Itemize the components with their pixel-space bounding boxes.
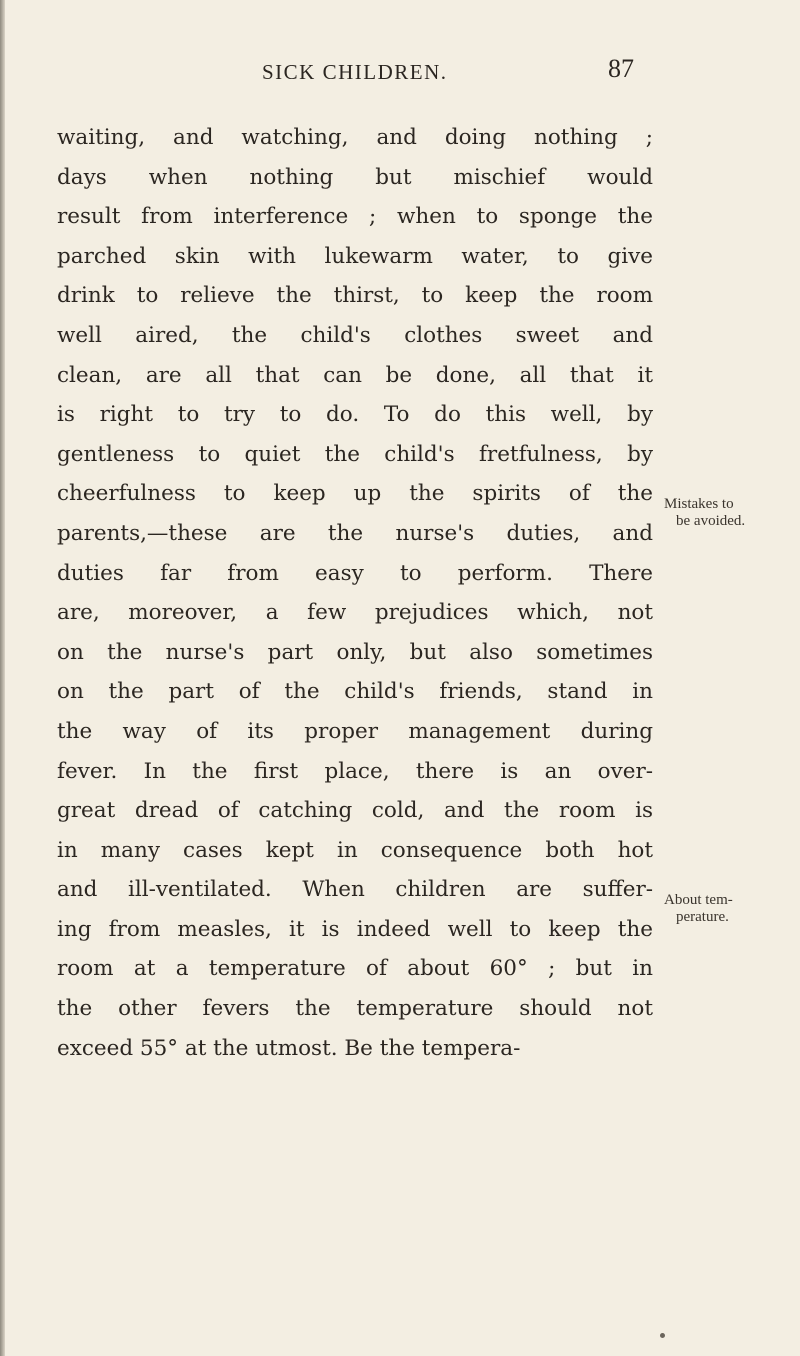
margin-note-line: Mistakes to: [664, 496, 734, 512]
text-line: drink to relieve the thirst, to keep the room: [57, 283, 653, 309]
margin-note-line: perature.: [676, 909, 729, 925]
text-line: result from interference ; when to sponge the: [57, 204, 653, 230]
text-line: exceed 55° at the utmost. Be the tempera-: [57, 1035, 521, 1061]
margin-note-line: be avoided.: [676, 513, 746, 529]
text-line: parents,—these are the nurse's duties, and: [57, 520, 653, 546]
text-line: waiting, and watching, and doing nothing ;: [57, 125, 653, 150]
text-line: fever. In the first place, there is an over-: [57, 758, 653, 784]
margin-note-mistakes: [664, 496, 745, 530]
text-line: parched skin with lukewarm water, to give: [57, 243, 653, 269]
text-line: cheerfulness to keep up the spirits of the: [57, 481, 653, 507]
running-head-title: SICK CHILDREN.: [262, 60, 448, 84]
text-line: days when nothing but mischief would: [57, 164, 653, 190]
page-binding-edge: [0, 0, 5, 1356]
text-line: clean, are all that can be done, all that it: [57, 362, 653, 388]
body-text: [57, 118, 653, 1068]
text-line: duties far from easy to perform. There: [57, 560, 653, 586]
text-line: are, moreover, a few prejudices which, not: [57, 600, 653, 626]
running-head: [0, 54, 800, 90]
text-line: the way of its proper management during: [57, 718, 653, 744]
text-line: well aired, the child's clothes sweet and: [57, 322, 653, 348]
ink-speck: [660, 1333, 665, 1338]
text-line: the other fevers the temperature should not: [57, 996, 653, 1022]
page-number: 87: [608, 54, 634, 83]
text-line: and ill-ventilated. When children are suffer-: [57, 877, 653, 903]
text-line: is right to try to do. To do this well, by: [57, 402, 653, 428]
margin-note-line: About tem-: [664, 892, 733, 908]
text-line: on the nurse's part only, but also sometimes: [57, 639, 653, 665]
text-line: room at a temperature of about 60° ; but in: [57, 956, 653, 982]
text-line: gentleness to quiet the child's fretfulness, by: [57, 441, 653, 467]
text-line: in many cases kept in consequence both hot: [57, 837, 653, 863]
text-line: ing from measles, it is indeed well to keep the: [57, 916, 653, 942]
text-line: on the part of the child's friends, stand in: [57, 679, 653, 705]
margin-note-temperature: [664, 892, 733, 926]
text-line: great dread of catching cold, and the room is: [57, 798, 653, 824]
